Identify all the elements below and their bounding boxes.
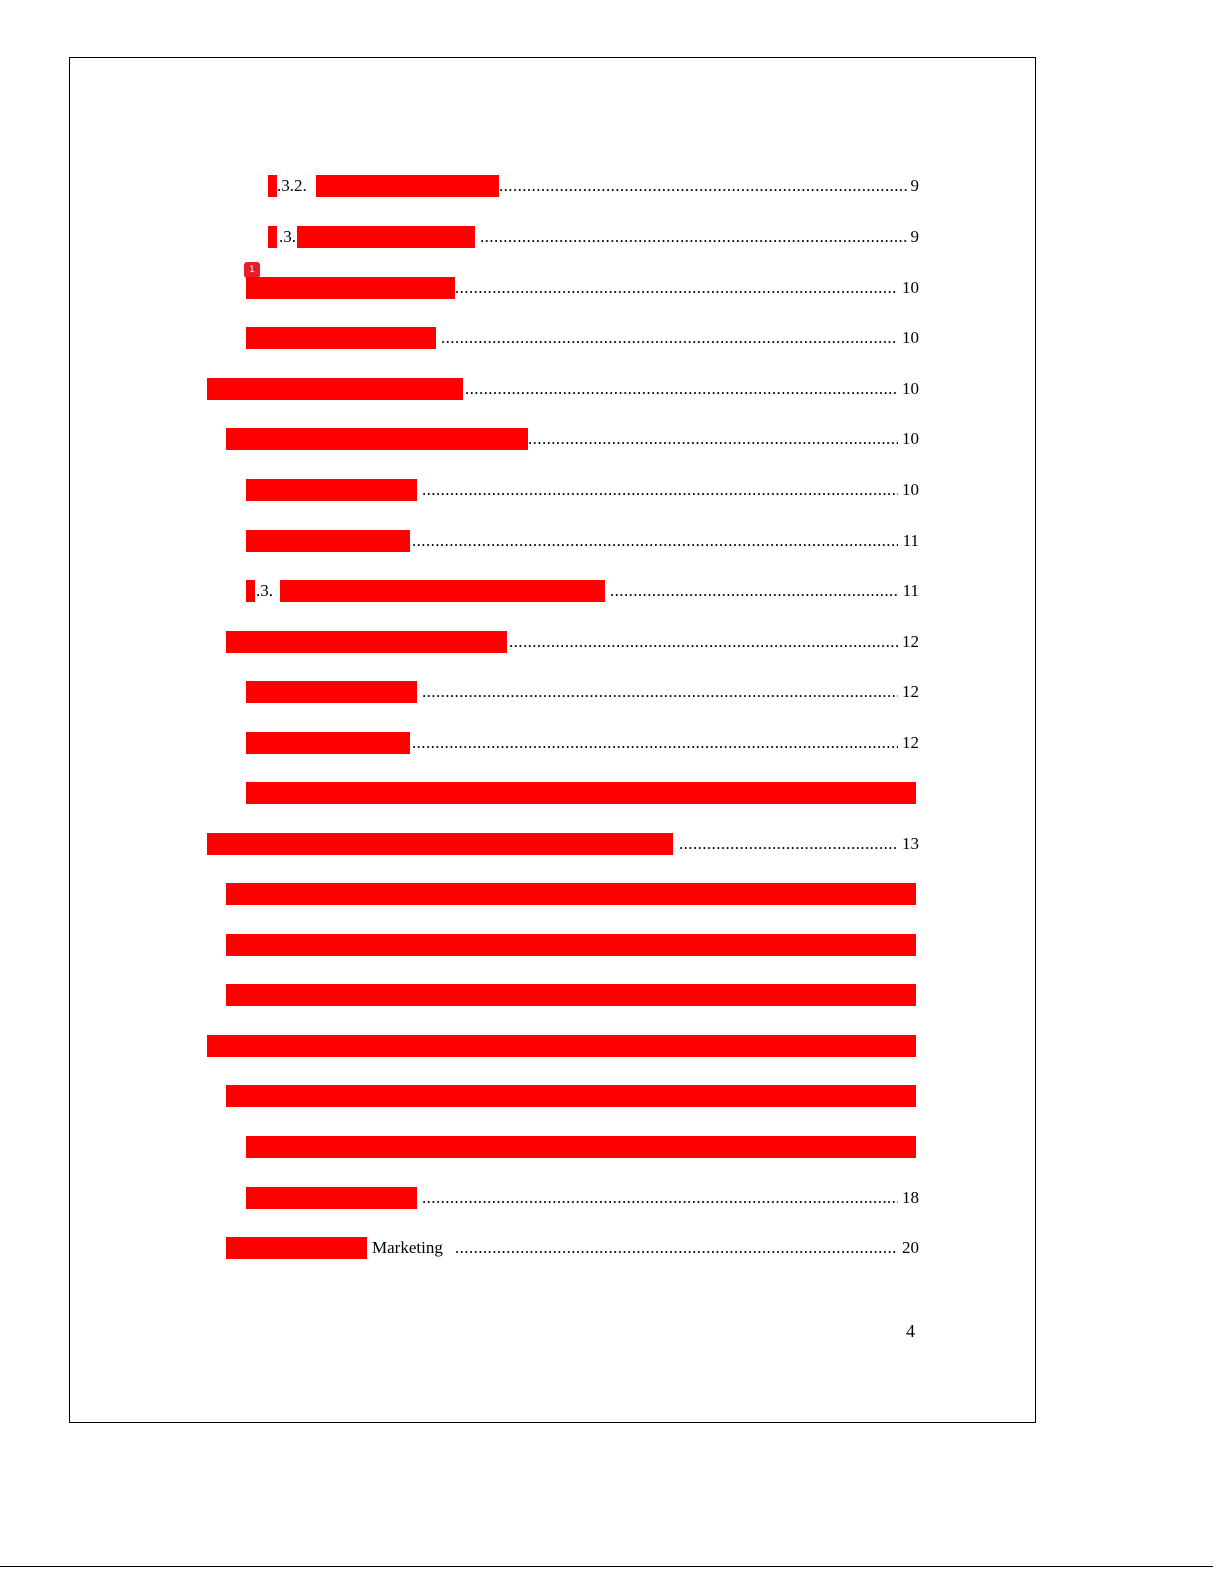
toc-entry[interactable] xyxy=(226,631,919,653)
toc-entry[interactable] xyxy=(246,782,919,804)
toc-entry[interactable] xyxy=(226,984,919,1006)
toc-page-number: 10 xyxy=(902,278,919,297)
leader-dots xyxy=(455,277,898,299)
toc-entry[interactable] xyxy=(246,580,919,602)
leader-dots xyxy=(465,378,898,400)
toc-page-number: 9 xyxy=(910,227,919,246)
toc-page-number: 10 xyxy=(902,429,919,448)
toc-entry[interactable] xyxy=(226,883,919,905)
toc-entry[interactable] xyxy=(226,1237,919,1259)
toc-entry[interactable] xyxy=(207,833,919,855)
redaction-block xyxy=(316,175,499,197)
redaction-block xyxy=(246,530,410,552)
toc-entry[interactable] xyxy=(246,530,919,552)
redaction-block xyxy=(246,1136,916,1158)
leader-dots xyxy=(422,1187,898,1209)
toc-entry[interactable] xyxy=(226,1085,919,1107)
toc-entry-number: .3. xyxy=(279,227,296,246)
toc-page-number: 20 xyxy=(902,1238,919,1257)
redaction-block xyxy=(246,277,455,299)
toc-page-number: 12 xyxy=(902,632,919,651)
bottom-divider xyxy=(0,1566,1213,1567)
page-number: 4 xyxy=(906,1321,915,1341)
redaction-block xyxy=(268,175,277,197)
redaction-block xyxy=(226,631,507,653)
toc-page-number: 12 xyxy=(902,682,919,701)
leader-dots xyxy=(528,428,898,450)
toc-entry[interactable] xyxy=(268,175,919,197)
redaction-block xyxy=(246,1187,417,1209)
toc-entry-number: .3.2. xyxy=(277,176,307,195)
redaction-block xyxy=(226,1085,916,1107)
toc-page-number: 10 xyxy=(902,480,919,499)
toc-entry[interactable] xyxy=(226,934,919,956)
redaction-block xyxy=(226,984,916,1006)
annotation-marker[interactable]: 1 xyxy=(244,262,260,278)
redaction-block xyxy=(246,681,417,703)
toc-entry-number: .3. xyxy=(256,581,273,600)
leader-dots xyxy=(509,631,898,653)
toc-entry[interactable] xyxy=(268,226,919,248)
leader-dots xyxy=(610,580,898,602)
toc-entry[interactable] xyxy=(246,732,919,754)
redaction-block xyxy=(207,1035,916,1057)
toc-page-number: 12 xyxy=(902,733,919,752)
toc-page-number: 10 xyxy=(902,328,919,347)
leader-dots xyxy=(422,479,898,501)
toc-page-number: 11 xyxy=(902,531,919,550)
leader-dots xyxy=(412,732,898,754)
redaction-block xyxy=(297,226,475,248)
redaction-block xyxy=(226,428,528,450)
redaction-block xyxy=(268,226,277,248)
toc-entry[interactable] xyxy=(246,1136,919,1158)
toc-entry[interactable] xyxy=(246,479,919,501)
redaction-block xyxy=(226,883,916,905)
redaction-block xyxy=(246,732,410,754)
redaction-block xyxy=(226,934,916,956)
toc-page-number: 10 xyxy=(902,379,919,398)
leader-dots xyxy=(441,327,898,349)
redaction-block xyxy=(246,479,417,501)
toc-page-number: 11 xyxy=(902,581,919,600)
toc-entry[interactable] xyxy=(207,378,919,400)
redaction-block xyxy=(246,580,255,602)
redaction-block xyxy=(207,833,673,855)
leader-dots xyxy=(499,175,907,197)
leader-dots xyxy=(412,530,898,552)
toc-entry[interactable] xyxy=(246,327,919,349)
toc-entry[interactable] xyxy=(226,428,919,450)
leader-dots xyxy=(480,226,907,248)
redaction-block xyxy=(226,1237,367,1259)
leader-dots xyxy=(422,681,898,703)
toc-entry[interactable] xyxy=(246,681,919,703)
toc-entry[interactable] xyxy=(246,277,919,299)
toc-page-number: 18 xyxy=(902,1188,919,1207)
toc-entry[interactable] xyxy=(246,1187,919,1209)
toc-page-number: 13 xyxy=(902,834,919,853)
leader-dots xyxy=(679,833,898,855)
toc-page-number: 9 xyxy=(910,176,919,195)
redaction-block xyxy=(280,580,605,602)
toc-entry-title: Marketing xyxy=(372,1238,443,1257)
redaction-block xyxy=(207,378,463,400)
leader-dots xyxy=(455,1237,898,1259)
redaction-block xyxy=(246,782,916,804)
toc-entry[interactable] xyxy=(207,1035,919,1057)
redaction-block xyxy=(246,327,436,349)
